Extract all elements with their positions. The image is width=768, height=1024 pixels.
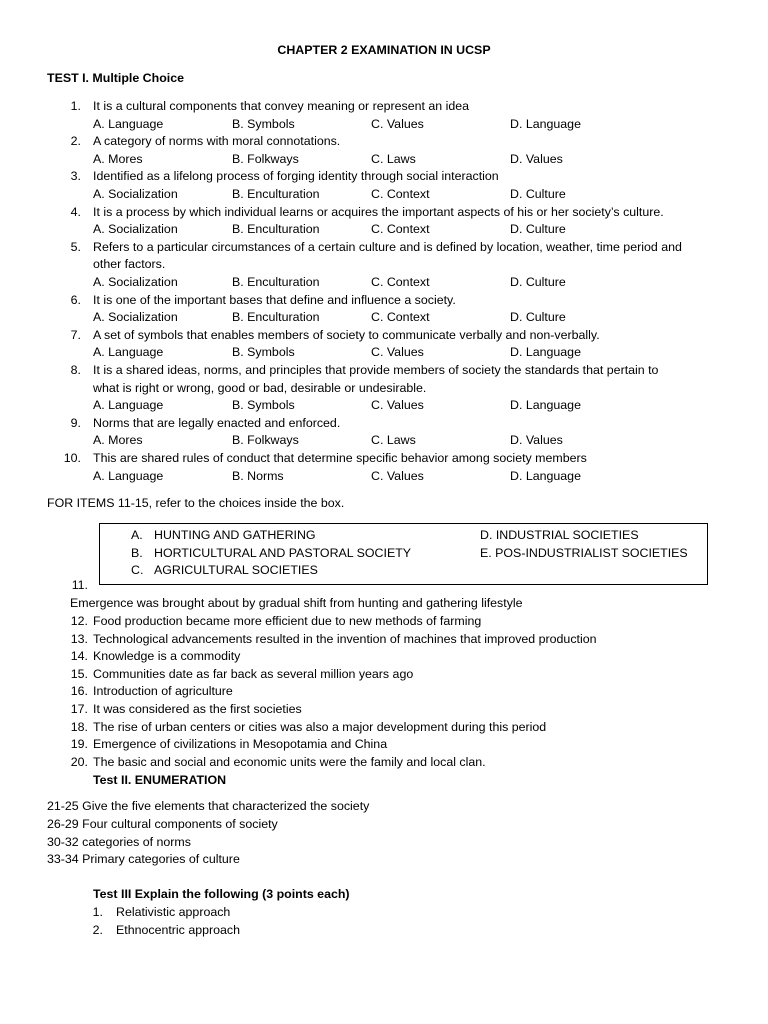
question-number: 3. [70, 169, 81, 184]
answer-choice: D. Language [510, 468, 581, 483]
question-number: 9. [70, 415, 81, 430]
item-number: 14. [70, 649, 88, 664]
question-number: 2. [70, 134, 81, 149]
document-title: CHAPTER 2 EXAMINATION IN UCSP [277, 43, 491, 57]
item-number: 12. [70, 614, 88, 628]
item-number: 19. [70, 737, 88, 752]
question-text: A set of symbols that enables members of society to communicate verbally and non-verbally. [93, 327, 600, 342]
answer-choice: A. Socialization [93, 222, 178, 237]
question-number: 8. [70, 363, 81, 377]
question-text: It is a shared ideas, norms, and principles that provide members of society the standards that pertain to [93, 363, 659, 377]
box-choice-d: D. INDUSTRIAL SOCIETIES [480, 528, 639, 542]
answer-choice: B. Symbols [232, 116, 295, 131]
item-text: Food production became more efficient due to new methods of farming [93, 614, 482, 628]
question-text: Refers to a particular circumstances of a certain culture and is defined by location, weather, time period and [93, 239, 682, 254]
answer-choice: C. Context [371, 222, 430, 237]
answer-choice: A. Language [93, 398, 164, 413]
answer-choice: D. Culture [510, 222, 566, 237]
answer-choice: A. Language [93, 116, 164, 131]
item-number: 18. [70, 719, 88, 734]
item-number: 20. [70, 754, 88, 769]
answer-choice: D. Culture [510, 310, 566, 325]
answer-choice: B. Enculturation [232, 275, 320, 289]
test1-heading: TEST I. Multiple Choice [47, 71, 184, 85]
answer-choice: C. Values [371, 116, 424, 131]
answer-choice: B. Enculturation [232, 222, 320, 237]
item-number: 16. [70, 684, 88, 699]
item-11-text: Emergence was brought about by gradual shift from hunting and gathering lifestyle [70, 596, 523, 610]
enumeration-item: 26-29 Four cultural components of society [47, 817, 278, 831]
item-11-number: 11. [71, 578, 88, 592]
answer-choice: C. Context [371, 310, 430, 325]
item-text: The basic and social and economic units were the family and local clan. [93, 754, 486, 769]
question-text: It is a cultural components that convey meaning or represent an idea [93, 99, 470, 113]
item-number: 17. [70, 702, 88, 716]
enumeration-item: 30-32 categories of norms [47, 835, 191, 849]
test3-item: Ethnocentric approach [116, 923, 240, 937]
question-text-continued: what is right or wrong, good or bad, desirable or undesirable. [93, 380, 427, 395]
test3-item: Relativistic approach [116, 905, 231, 919]
answer-choice: A. Mores [93, 151, 143, 166]
answer-choice: C. Values [371, 345, 424, 360]
question-text: Norms that are legally enacted and enforced. [93, 415, 341, 430]
enumeration-item: 33-34 Primary categories of culture [47, 852, 240, 866]
answer-choice: D. Culture [510, 275, 566, 289]
question-number: 7. [70, 327, 81, 342]
question-text: This are shared rules of conduct that determine specific behavior among society members [93, 451, 587, 465]
test3-item-number: 2. [92, 923, 103, 937]
box-choice-c-letter: C. [131, 563, 144, 577]
answer-choice: A. Socialization [93, 310, 178, 325]
item-text: Technological advancements resulted in the invention of machines that improved production [93, 631, 597, 646]
answer-choice: C. Laws [371, 151, 416, 166]
answer-choice: D. Language [510, 116, 581, 131]
box-choice-a-letter: A. [131, 528, 143, 542]
answer-choice: D. Values [510, 433, 563, 448]
answer-choice: D. Culture [510, 187, 566, 201]
item-text: Communities date as far back as several million years ago [93, 666, 414, 681]
answer-choice: D. Language [510, 345, 581, 360]
item-text: Emergence of civilizations in Mesopotamia and China [93, 737, 388, 752]
answer-choice: C. Context [371, 275, 430, 289]
question-text: A category of norms with moral connotations. [93, 134, 341, 149]
answer-choice: B. Folkways [232, 433, 299, 448]
question-number: 6. [70, 292, 81, 307]
box-choice-c: AGRICULTURAL SOCIETIES [154, 563, 318, 577]
answer-choice: C. Values [371, 398, 424, 413]
question-number: 1. [70, 99, 81, 113]
answer-choice: A. Socialization [93, 187, 178, 201]
question-text: It is one of the important bases that define and influence a society. [93, 292, 456, 307]
answer-choice: A. Socialization [93, 275, 178, 289]
item-text: The rise of urban centers or cities was also a major development during this period [93, 719, 547, 734]
answer-choice: B. Norms [232, 468, 284, 483]
question-number: 4. [70, 204, 81, 219]
question-text: Identified as a lifelong process of forging identity through social interaction [93, 169, 499, 184]
answer-choice: D. Language [510, 398, 581, 413]
item-number: 15. [70, 666, 88, 681]
answer-choice: B. Enculturation [232, 310, 320, 325]
item-text: Introduction of agriculture [93, 684, 233, 699]
answer-choice: B. Enculturation [232, 187, 320, 201]
box-choice-b: HORTICULTURAL AND PASTORAL SOCIETY [154, 546, 412, 560]
question-number: 5. [70, 239, 81, 254]
answer-choice: A. Language [93, 345, 164, 360]
answer-choice: D. Values [510, 151, 563, 166]
enumeration-item: 21-25 Give the five elements that characterized the society [47, 799, 370, 813]
answer-choice: A. Language [93, 468, 164, 483]
test3-heading: Test III Explain the following (3 points each) [93, 887, 350, 901]
answer-choice: C. Context [371, 187, 430, 201]
items-11-15-note: FOR ITEMS 11-15, refer to the choices inside the box. [47, 496, 345, 510]
answer-choice: C. Laws [371, 433, 416, 448]
item-number: 13. [70, 631, 88, 646]
answer-choice: A. Mores [93, 433, 143, 448]
question-number: 10. [63, 451, 81, 465]
question-text-continued: other factors. [93, 257, 166, 272]
answer-choice: C. Values [371, 468, 424, 483]
question-text: It is a process by which individual learns or acquires the important aspects of his or her society’s culture. [93, 204, 664, 219]
box-choice-b-letter: B. [131, 546, 143, 560]
test2-heading: Test II. ENUMERATION [93, 773, 227, 787]
answer-choice: B. Symbols [232, 345, 295, 360]
answer-choice: B. Symbols [232, 398, 295, 413]
item-text: Knowledge is a commodity [93, 649, 241, 664]
item-text: It was considered as the first societies [93, 702, 302, 716]
answer-choice: B. Folkways [232, 151, 299, 166]
box-choice-a: HUNTING AND GATHERING [154, 528, 316, 542]
test3-item-number: 1. [92, 905, 103, 919]
box-choice-e: E. POS-INDUSTRIALIST SOCIETIES [480, 546, 688, 560]
